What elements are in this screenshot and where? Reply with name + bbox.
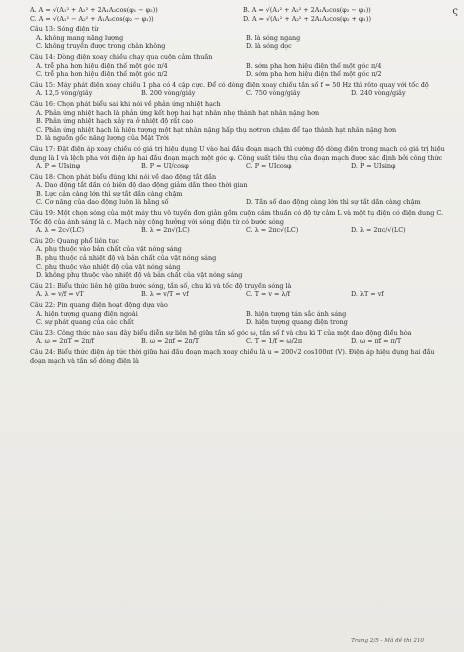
question-stem: Câu 19: Một chọn sóng của một máy thu vô tuyến đơn giản gồm cuộn cảm thuần có độ tự cảm L và một tụ điện có điện dung C. Tốc độ của ánh sáng là c. Mạch này cộng hưởng với sóng điện từ có bước sóng bbox=[30, 209, 444, 226]
question-24 bbox=[30, 348, 450, 365]
option-d: D. là nguồn gốc năng lượng của Mặt Trời bbox=[36, 134, 169, 143]
option-c: C. λ = 2πc√(LC) bbox=[246, 226, 299, 235]
option-c: C. phụ thuộc vào nhiệt độ của vật nóng sáng bbox=[36, 262, 181, 271]
top-options-row-2 bbox=[30, 15, 450, 24]
question-stem: Câu 18: Chọn phát biểu đúng khi nói về dao động tắt dần bbox=[30, 172, 217, 181]
question-15 bbox=[30, 81, 450, 98]
option-c: C. A = √(A₁² − A₂² + A₁A₂cos(φ₂ − φ₁)) bbox=[30, 14, 154, 23]
option-d: D. ω = πf = π/T bbox=[351, 337, 402, 346]
question-18 bbox=[30, 173, 450, 207]
option-a: A. không mang năng lượng bbox=[36, 33, 124, 42]
option-c: C. P = UIcosφ bbox=[246, 162, 292, 171]
option-b: B. sớm pha hơn hiệu điện thế một góc π/4 bbox=[246, 61, 382, 70]
option-c: C. T = 1/f = ω/2π bbox=[246, 337, 303, 346]
option-b: B. λ = 2π√(LC) bbox=[141, 226, 190, 235]
question-14 bbox=[30, 53, 450, 79]
option-b: B. Phản ứng nhiệt hạch xảy ra ở nhiệt độ rất cao bbox=[36, 117, 194, 126]
option-c: C. T = v = λ/f bbox=[246, 290, 291, 299]
option-a: A. Dao động tắt dần có biên độ dao động giảm dần theo thời gian bbox=[36, 181, 248, 190]
option-d: D. A = √(A₁² + A₂² + 2A₁A₂cos(φ₂ + φ₁)) bbox=[243, 14, 371, 23]
option-d: D. λ = 2πc/√(LC) bbox=[351, 226, 406, 235]
question-13 bbox=[30, 25, 450, 51]
question-stem: Câu 15: Máy phát điện xoay chiều 1 pha có 4 cặp cực. Để có dòng điện xoay chiều tần số f = 50 Hz thì rôto quay với tốc độ bbox=[30, 80, 429, 89]
option-b: B. phụ thuộc cả nhiệt độ và bản chất của vật nóng sáng bbox=[36, 254, 217, 263]
option-d: D. là sóng dọc bbox=[246, 42, 292, 51]
option-b: B. Lực cản càng lớn thì sự tắt dần càng chậm bbox=[36, 189, 183, 198]
option-b: B. 200 vòng/giây bbox=[141, 89, 196, 98]
corner-mark: ς bbox=[452, 6, 458, 17]
option-b: B. là sóng ngang bbox=[246, 33, 301, 42]
question-23 bbox=[30, 329, 450, 346]
question-21 bbox=[30, 282, 450, 299]
option-b: B. ω = 2πf = 2π/T bbox=[141, 337, 200, 346]
option-a: A. λ = 2c√(LC) bbox=[36, 226, 84, 235]
option-a: A. Phản ứng nhiệt hạch là phản ứng kết hợp hai hạt nhân nhẹ thành hạt nhân nặng hơn bbox=[36, 108, 320, 117]
question-19 bbox=[30, 209, 450, 235]
option-c: C. trễ pha hơn hiệu điện thế một góc π/2 bbox=[36, 70, 168, 79]
option-b: B. A = √(A₁² + A₂² + 2A₁A₂cos(φ₂ − φ₁)) bbox=[243, 6, 371, 14]
option-b: B. λ = v/T = vf bbox=[141, 290, 189, 299]
question-stem: Câu 14: Dòng điện xoay chiều chạy qua cuộn cảm thuần bbox=[30, 52, 213, 61]
option-c: C. Cơ năng của dao động luôn là hằng số bbox=[36, 198, 169, 207]
option-a: A. 12,5 vòng/giây bbox=[36, 89, 93, 98]
question-stem: Câu 23: Công thức nào sau đây biểu diễn sự liên hệ giữa tần số góc ω, tần số f và chu kì T của một dao động điều hòa bbox=[30, 328, 412, 337]
option-a: A. phụ thuộc vào bản chất của vật nóng sáng bbox=[36, 245, 182, 254]
option-a: A. λ = v/f = vT bbox=[36, 290, 84, 299]
option-d: D. 240 vòng/giây bbox=[351, 89, 406, 98]
question-16 bbox=[30, 100, 450, 143]
option-c: C. sự phát quang của các chất bbox=[36, 318, 134, 327]
page-footer: Trang 2/5 - Mã đề thi 210 bbox=[351, 638, 424, 645]
option-a: A. hiện tượng quang điện ngoài bbox=[36, 309, 138, 318]
question-stem: Câu 20: Quang phổ liên tục bbox=[30, 236, 119, 245]
option-a: A. A = √(A₁² + A₂² + 2A₁A₂cos(φ₁ − φ₂)) bbox=[30, 6, 158, 14]
option-d: D. Tần số dao động càng lớn thì sự tắt dần càng chậm bbox=[246, 198, 421, 207]
question-17 bbox=[30, 145, 450, 171]
question-20 bbox=[30, 237, 450, 280]
option-a: A. ω = 2πT = 2π/f bbox=[36, 337, 95, 346]
option-d: D. hiện tượng quang điện trong bbox=[246, 318, 348, 327]
option-b: B. P = UI/cosφ bbox=[141, 162, 189, 171]
question-stem: Câu 13: Sóng điện từ bbox=[30, 25, 99, 34]
option-d: D. λT = vf bbox=[351, 290, 384, 299]
question-stem: Câu 16: Chọn phát biểu sai khi nói về phản ứng nhiệt hạch bbox=[30, 99, 221, 108]
question-stem: Câu 22: Pin quang điện hoạt động dựa vào bbox=[30, 301, 168, 309]
option-d: D. không phụ thuộc vào nhiệt độ và bản chất của vật nóng sáng bbox=[36, 271, 243, 280]
option-d: D. P = UIsinφ bbox=[351, 162, 396, 171]
question-stem: Câu 17: Đặt điện áp xoay chiều có giá trị hiệu dụng U vào hai đầu đoạn mạch thì cường độ dòng điện trong mạch có giá trị hiệu dụng là I và lệch pha với điện áp hai đầu đoạn mạch một góc φ. Công suất tiêu thụ của đoạn mạch được xác định bởi công thức bbox=[30, 144, 445, 162]
option-a: A. P = UIsinφ bbox=[36, 162, 81, 171]
question-22 bbox=[30, 301, 450, 327]
option-c: C. Phản ứng nhiệt hạch là hiện tượng một hạt nhân nặng hấp thụ nơtron chậm để tạo thành hạt nhân nặng hơn bbox=[36, 125, 397, 134]
option-a: A. trễ pha hơn hiệu điện thế một góc π/4 bbox=[36, 61, 168, 70]
question-stem: Câu 21: Biểu thức liên hệ giữa bước sóng, tần số, chu kì và tốc độ truyền sóng là bbox=[30, 281, 292, 290]
question-stem: Câu 24: Biểu thức điện áp tức thời giữa hai đầu đoạn mạch xoay chiều là u = 200√2 cos100πt (V). Điện áp hiệu dụng hai đầu đoạn mạch và tần số dòng điện là bbox=[30, 347, 435, 365]
option-b: B. hiện tượng tán sắc ánh sáng bbox=[246, 309, 347, 318]
top-options-row-1 bbox=[30, 6, 450, 15]
option-c: C. không truyền được trong chân không bbox=[36, 42, 166, 51]
option-c: C. 750 vòng/giây bbox=[246, 89, 301, 98]
option-d: D. sớm pha hơn hiệu điện thế một góc π/2 bbox=[246, 70, 382, 79]
